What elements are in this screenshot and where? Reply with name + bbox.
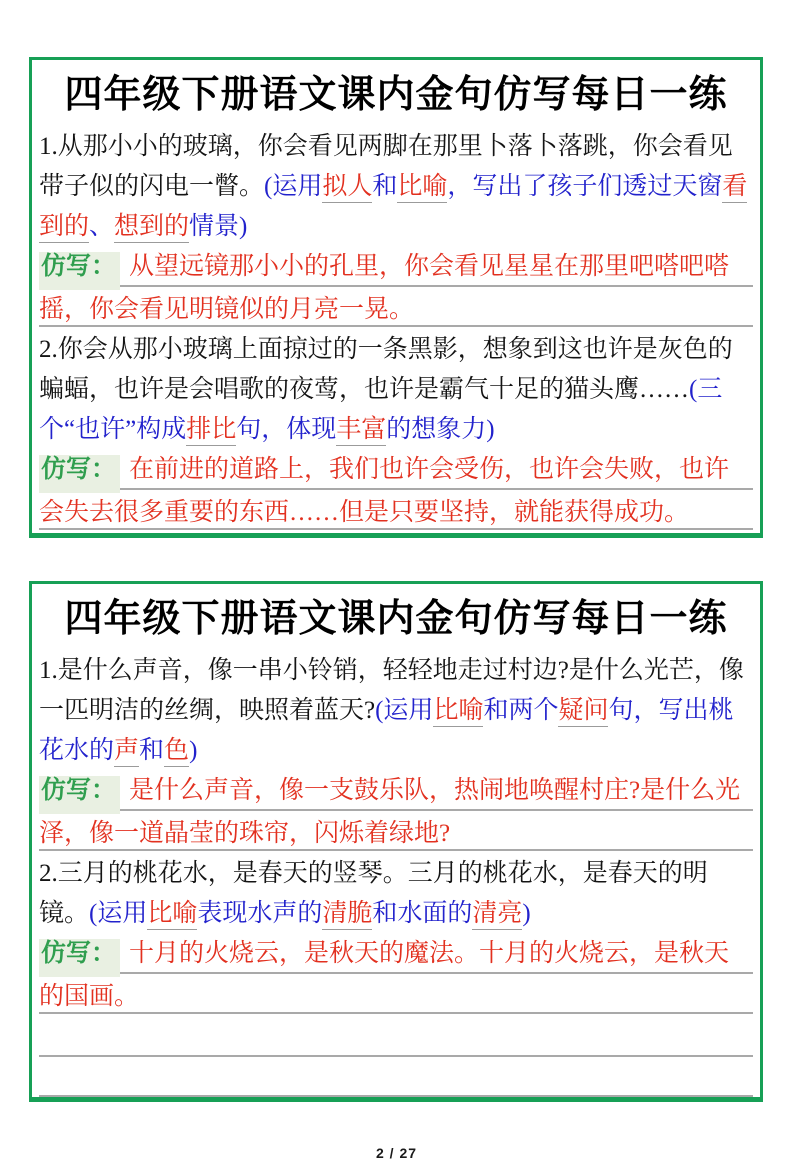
text-segment-kw: 清脆 xyxy=(322,900,372,930)
imitation-label: 仿写： xyxy=(39,939,120,977)
text-segment-black: 1.从那小小的玻璃，你会看见两脚在那里卜落卜落跳，你会看见带子似的闪电一瞥。 xyxy=(39,133,733,200)
text-segment-blue: (运用 xyxy=(375,697,434,724)
text-segment-blue: 和两个 xyxy=(483,697,559,724)
text-segment-blue: ) xyxy=(189,737,198,764)
imitation-answer-2 xyxy=(39,450,753,533)
text-segment-blue: (运用 xyxy=(264,173,323,200)
page-number: 2 / 27 xyxy=(375,1145,418,1161)
text-segment-blue: 、 xyxy=(89,213,115,240)
text-segment-black: 2.三月的桃花水，是春天的竖琴。三月的桃花水，是春天的明镜。 xyxy=(39,860,708,927)
imitation-answer-2 xyxy=(39,934,753,1017)
text-segment-blue: 句，写出桃花水的 xyxy=(39,697,734,764)
text-segment-kw: 拟人 xyxy=(322,173,372,203)
worksheet-title: 四年级下册语文课内金句仿写每日一练 xyxy=(64,598,728,640)
text-segment-kw: 想到的 xyxy=(114,213,189,243)
text-segment-kw: 清亮 xyxy=(472,900,522,930)
text-segment-blue: 和 xyxy=(139,737,165,764)
text-segment-blue: ，写出了孩子们透过天窗 xyxy=(447,173,723,200)
exercise-item-1 xyxy=(39,651,753,771)
text-segment-kw: 疑问 xyxy=(558,697,608,727)
text-segment-kw: 丰富 xyxy=(336,416,386,446)
exercise-item-2 xyxy=(39,854,753,934)
text-segment-kw: 比喻 xyxy=(397,173,447,203)
text-segment-blue: 情景) xyxy=(189,213,248,240)
text-segment-kw: 比喻 xyxy=(147,900,197,930)
imitation-label: 仿写： xyxy=(39,776,120,814)
blank-answer-line xyxy=(39,1057,753,1097)
worksheet-card-2 xyxy=(29,581,763,1102)
imitation-answer-text: 从望远镜那小小的孔里，你会看见星星在那里吧嗒吧嗒摇，你会看见明镜似的月亮一晃。 xyxy=(39,253,730,323)
exercise-item-2 xyxy=(39,330,753,450)
text-segment-blue: (运用 xyxy=(89,900,148,927)
text-segment-black: 2.你会从那小玻璃上面掠过的一条黑影，想象到这也许是灰色的蝙蝠，也许是会唱歌的夜莺，也许是霸气十足的猫头鹰…… xyxy=(39,336,733,403)
worksheet-title: 四年级下册语文课内金句仿写每日一练 xyxy=(64,74,728,116)
text-segment-kw: 色 xyxy=(164,737,189,767)
text-segment-blue: 句，体现 xyxy=(236,416,337,443)
text-segment-kw: 比喻 xyxy=(433,697,483,727)
imitation-answer-text: 是什么声音，像一支鼓乐队，热闹地唤醒村庄?是什么光泽，像一道晶莹的珠帘，闪烁着绿地? xyxy=(39,777,741,847)
worksheet-card-1 xyxy=(29,57,763,538)
text-segment-kw: 看到的 xyxy=(39,173,747,243)
imitation-answer-text: 在前进的道路上，我们也许会受伤，也许会失败，也许会失去很多重要的东西……但是只要坚持，就能获得成功。 xyxy=(39,456,730,526)
text-segment-blue: 的想象力) xyxy=(386,416,495,443)
text-segment-blue: (三个“也许”构成 xyxy=(39,376,723,443)
text-segment-blue: ) xyxy=(522,900,531,927)
imitation-answer-text: 十月的火烧云，是秋天的魔法。十月的火烧云，是秋天的国画。 xyxy=(39,940,730,1010)
text-segment-blue: 和水面的 xyxy=(372,900,473,927)
blank-answer-line xyxy=(39,1017,753,1057)
text-segment-black: 1.是什么声音，像一串小铃销，轻轻地走过村边?是什么光芒，像一匹明洁的丝绸，映照着蓝天? xyxy=(39,657,744,724)
imitation-label: 仿写： xyxy=(39,455,120,493)
text-segment-blue: 和 xyxy=(372,173,398,200)
exercise-item-1 xyxy=(39,127,753,247)
text-segment-blue: 表现水声的 xyxy=(197,900,323,927)
text-segment-kw: 声 xyxy=(114,737,139,767)
imitation-answer-1 xyxy=(39,771,753,854)
imitation-answer-1 xyxy=(39,247,753,330)
text-segment-kw: 排比 xyxy=(186,416,236,446)
imitation-label: 仿写： xyxy=(39,252,120,290)
